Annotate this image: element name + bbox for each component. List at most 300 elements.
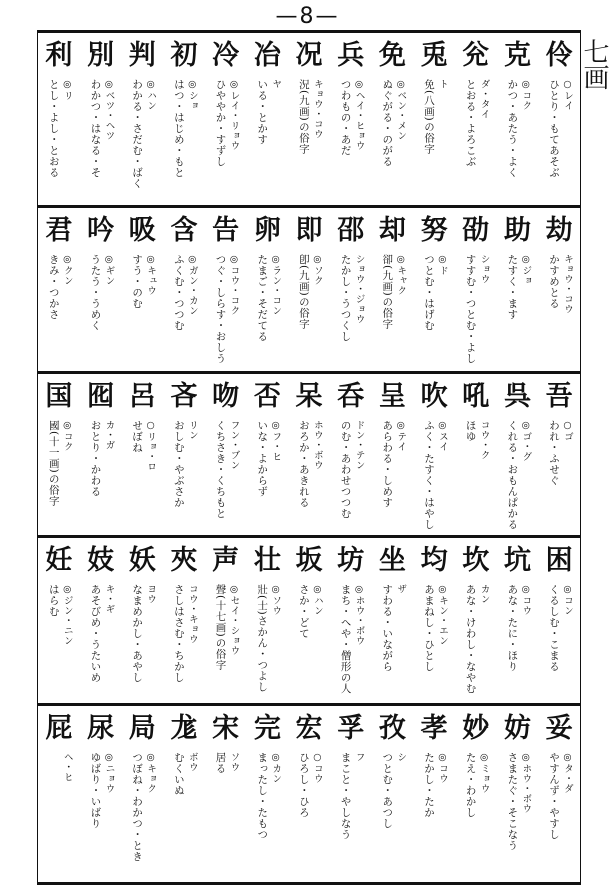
kanji-readings xyxy=(214,79,241,201)
kanji-readings xyxy=(547,420,574,531)
kanji-reading-primary: ショウ xyxy=(478,254,490,284)
kanji-character: 告 xyxy=(212,215,240,246)
kanji-reading-primary: ◎コウ xyxy=(520,584,532,616)
kanji-readings xyxy=(255,752,282,881)
kanji-entry xyxy=(330,706,372,885)
kanji-character: 吻 xyxy=(212,381,240,412)
kanji-reading-primary: ◎ジョ xyxy=(520,254,532,286)
kanji-row xyxy=(38,703,580,885)
kanji-readings xyxy=(130,752,157,881)
kanji-readings xyxy=(464,584,491,699)
kanji-entry xyxy=(121,33,163,205)
kanji-character: 吾 xyxy=(545,381,573,412)
kanji-readings xyxy=(464,420,491,531)
kanji-character: 否 xyxy=(253,381,281,412)
kanji-entry xyxy=(163,706,205,885)
kanji-entry xyxy=(330,208,372,371)
kanji-entry xyxy=(205,33,247,205)
kanji-entry xyxy=(497,33,539,205)
kanji-character: 助 xyxy=(503,215,531,246)
kanji-entry xyxy=(538,374,580,535)
kanji-reading-primary: ◎スイ xyxy=(436,420,448,452)
kanji-entry xyxy=(372,374,414,535)
kanji-character: 坐 xyxy=(378,545,406,576)
kanji-character: 孝 xyxy=(420,713,448,744)
kanji-reading-primary: コウ・ク xyxy=(478,420,490,460)
kanji-readings xyxy=(47,584,74,699)
kanji-character: 劫 xyxy=(545,215,573,246)
kanji-entry xyxy=(80,538,122,703)
kanji-reading-meaning: まち・へや・僧形の人 xyxy=(339,584,352,694)
kanji-character: 呉 xyxy=(503,381,531,412)
kanji-entry xyxy=(38,538,80,703)
kanji-reading-meaning: すう・のむ xyxy=(131,254,144,309)
kanji-readings xyxy=(380,752,407,881)
kanji-entry xyxy=(121,706,163,885)
kanji-reading-primary: ダ・タイ xyxy=(478,79,490,119)
kanji-readings xyxy=(339,752,366,881)
kanji-readings xyxy=(339,420,366,531)
kanji-entry xyxy=(247,706,289,885)
kanji-reading-meaning: つぼね・わかつ・とき xyxy=(131,752,144,862)
kanji-row xyxy=(38,33,580,205)
kanji-entry xyxy=(163,538,205,703)
kanji-entry xyxy=(247,208,289,371)
kanji-entry xyxy=(80,208,122,371)
kanji-readings xyxy=(380,420,407,531)
kanji-character: 妨 xyxy=(503,713,531,744)
kanji-readings xyxy=(88,254,115,367)
kanji-row xyxy=(38,371,580,535)
kanji-character: 夾 xyxy=(170,545,198,576)
kanji-reading-meaning: さしはさむ・ちかし xyxy=(172,584,185,683)
kanji-character: 壮 xyxy=(253,545,281,576)
kanji-character: 妥 xyxy=(545,713,573,744)
kanji-reading-meaning: たえ・わかし xyxy=(464,752,477,818)
kanji-reading-meaning: ほゆ xyxy=(464,420,477,442)
kanji-character: 声 xyxy=(212,545,240,576)
kanji-character: 兵 xyxy=(337,40,365,71)
kanji-character: 呑 xyxy=(337,381,365,412)
kanji-readings xyxy=(47,254,74,367)
kanji-reading-meaning: ふくむ・つつむ xyxy=(172,254,185,331)
kanji-character: 吟 xyxy=(87,215,115,246)
kanji-readings xyxy=(422,254,449,367)
kanji-reading-primary: ◎キャク xyxy=(395,254,407,296)
kanji-readings xyxy=(339,254,366,367)
kanji-reading-meaning: かつ・あたう・よく xyxy=(506,79,519,178)
kanji-reading-meaning: きみ・つかさ xyxy=(47,254,60,320)
kanji-character: 况 xyxy=(295,40,323,71)
kanji-reading-meaning: 卻(九画)の俗字 xyxy=(381,254,394,330)
kanji-character: 即 xyxy=(295,215,323,246)
kanji-entry xyxy=(455,374,497,535)
kanji-reading-primary: ヨウ xyxy=(145,584,157,604)
kanji-reading-primary: ◎キュウ xyxy=(145,254,157,296)
kanji-reading-primary: ◎ド xyxy=(436,254,448,276)
kanji-reading-primary: フン・ブン xyxy=(228,420,240,470)
kanji-reading-meaning: なまめかし・あやし xyxy=(131,584,144,683)
kanji-entry xyxy=(497,374,539,535)
kanji-character: 妓 xyxy=(87,545,115,576)
kanji-character: 初 xyxy=(170,40,198,71)
kanji-reading-primary: コウ・キョウ xyxy=(186,584,198,644)
kanji-reading-meaning: たまご・そだてる xyxy=(256,254,269,342)
kanji-character: 坊 xyxy=(337,545,365,576)
kanji-reading-meaning: はらむ xyxy=(47,584,60,617)
kanji-reading-meaning: あまねし・ひとし xyxy=(422,584,435,672)
kanji-reading-meaning: ぬぐがる・のがる xyxy=(381,79,394,167)
kanji-readings xyxy=(130,420,157,531)
kanji-readings xyxy=(547,584,574,699)
kanji-reading-primary: リン xyxy=(186,420,198,440)
kanji-reading-meaning: つわもの・あだ xyxy=(339,79,352,156)
kanji-reading-meaning: 壯(士)さかん・つよし xyxy=(256,584,269,693)
kanji-character: 却 xyxy=(378,215,406,246)
kanji-entry xyxy=(288,33,330,205)
kanji-readings xyxy=(255,79,282,201)
kanji-readings xyxy=(172,752,199,881)
kanji-reading-meaning: くれる・おもんぱかる xyxy=(506,420,519,530)
kanji-reading-primary: ○コウ xyxy=(311,752,323,784)
kanji-entry xyxy=(247,33,289,205)
kanji-entry xyxy=(413,706,455,885)
kanji-reading-meaning: せぼね xyxy=(131,420,144,453)
kanji-readings xyxy=(380,79,407,201)
kanji-reading-primary: ◎ベツ・ヘツ xyxy=(103,79,115,141)
kanji-readings xyxy=(505,254,532,367)
kanji-entry xyxy=(413,208,455,371)
kanji-readings xyxy=(130,79,157,201)
kanji-character: 尨 xyxy=(170,713,198,744)
kanji-character: 坎 xyxy=(462,545,490,576)
kanji-reading-meaning: わかる・さだむ・ばく xyxy=(131,79,144,189)
kanji-reading-primary: ◎ハン xyxy=(311,584,323,616)
kanji-reading-primary: ◎ヘイ・ヒョウ xyxy=(353,79,365,151)
kanji-entry xyxy=(455,33,497,205)
kanji-reading-primary: ショウ・ジョウ xyxy=(353,254,365,324)
kanji-reading-meaning: われ・ふせぐ xyxy=(548,420,560,486)
kanji-entry xyxy=(288,374,330,535)
page-number: —8— xyxy=(275,4,340,29)
kanji-entry xyxy=(80,706,122,885)
kanji-character: 孚 xyxy=(337,713,365,744)
kanji-entry xyxy=(121,208,163,371)
kanji-reading-primary: ◎カン xyxy=(270,752,282,784)
kanji-character: 吼 xyxy=(462,381,490,412)
kanji-reading-primary: ボウ xyxy=(186,752,198,772)
kanji-entry xyxy=(497,208,539,371)
kanji-reading-primary: ホウ・ボウ xyxy=(311,420,323,470)
kanji-character: 呆 xyxy=(295,381,323,412)
kanji-reading-primary: ト xyxy=(436,79,448,89)
kanji-readings xyxy=(88,420,115,531)
section-label: 七画 xyxy=(579,38,609,90)
kanji-entry xyxy=(163,374,205,535)
kanji-reading-meaning: まったし・たもつ xyxy=(256,752,269,840)
kanji-character: 伶 xyxy=(545,40,573,71)
kanji-readings xyxy=(88,584,115,699)
kanji-reading-meaning: すわる・いながら xyxy=(381,584,394,672)
kanji-reading-primary: ◎ゴ・グ xyxy=(520,420,532,462)
kanji-character: 困 xyxy=(545,545,573,576)
kanji-reading-meaning: あな・けわし・なやむ xyxy=(464,584,477,694)
kanji-entry xyxy=(330,374,372,535)
kanji-reading-primary: ◎タ・ダ xyxy=(562,752,573,794)
kanji-reading-meaning: ひややか・すずし xyxy=(214,79,227,167)
kanji-entry xyxy=(121,538,163,703)
kanji-readings xyxy=(297,79,324,201)
kanji-reading-meaning: うたう・うめく xyxy=(89,254,102,331)
kanji-entry xyxy=(38,208,80,371)
kanji-entry xyxy=(455,706,497,885)
kanji-reading-primary: ◎ギン xyxy=(103,254,115,286)
kanji-entry xyxy=(205,538,247,703)
kanji-reading-primary: ソウ xyxy=(228,752,240,772)
kanji-readings xyxy=(172,584,199,699)
kanji-reading-meaning: さまたぐ・そこなう xyxy=(506,752,519,851)
kanji-character: 宏 xyxy=(295,713,323,744)
kanji-reading-meaning: 卽(九画)の俗字 xyxy=(297,254,310,330)
kanji-character: 尿 xyxy=(87,713,115,744)
kanji-row xyxy=(38,535,580,703)
kanji-entry xyxy=(205,706,247,885)
kanji-character: 囮 xyxy=(87,381,115,412)
kanji-readings xyxy=(47,420,74,531)
kanji-readings xyxy=(130,584,157,699)
kanji-reading-meaning: つぐ・しらす・おしう xyxy=(214,254,227,364)
kanji-reading-meaning: すすむ・つとむ・よし xyxy=(464,254,477,364)
kanji-reading-meaning: つとむ・あつし xyxy=(381,752,394,829)
kanji-reading-meaning: おろか・あきれる xyxy=(297,420,310,508)
kanji-reading-primary: ◎コン xyxy=(562,584,573,616)
kanji-reading-primary: ◎ラン・コン xyxy=(270,254,282,316)
kanji-character: 呈 xyxy=(378,381,406,412)
kanji-readings xyxy=(422,420,449,531)
kanji-reading-primary: ザ xyxy=(395,584,407,594)
kanji-readings xyxy=(422,752,449,881)
kanji-character: 君 xyxy=(45,215,73,246)
kanji-readings xyxy=(214,254,241,367)
kanji-character: 努 xyxy=(420,215,448,246)
kanji-character: 妖 xyxy=(128,545,156,576)
kanji-reading-meaning: たかし・たか xyxy=(422,752,435,818)
kanji-character: 完 xyxy=(253,713,281,744)
kanji-readings xyxy=(380,584,407,699)
kanji-entry xyxy=(247,538,289,703)
kanji-reading-meaning: たかし・うつくし xyxy=(339,254,352,342)
kanji-reading-primary: ◎ニョウ xyxy=(103,752,115,794)
kanji-reading-meaning: むくいぬ xyxy=(172,752,185,796)
kanji-reading-primary: シ xyxy=(395,752,407,762)
kanji-readings xyxy=(255,254,282,367)
kanji-character: 含 xyxy=(170,215,198,246)
kanji-character: 吸 xyxy=(128,215,156,246)
kanji-reading-meaning: 居る xyxy=(214,752,227,774)
kanji-character: 坂 xyxy=(295,545,323,576)
kanji-reading-meaning: やすんず・やすし xyxy=(548,752,560,840)
kanji-character: 局 xyxy=(128,713,156,744)
kanji-reading-primary: キョウ・コウ xyxy=(311,79,323,139)
kanji-readings xyxy=(255,584,282,699)
kanji-reading-primary: ◎テイ xyxy=(395,420,407,452)
kanji-entry xyxy=(38,706,80,885)
kanji-reading-meaning: くちさき・くちもと xyxy=(214,420,227,519)
kanji-readings xyxy=(88,752,115,881)
kanji-reading-primary: ◎キョク xyxy=(145,752,157,794)
kanji-reading-primary: ◎ベン・メン xyxy=(395,79,407,141)
kanji-entry xyxy=(247,374,289,535)
kanji-entry xyxy=(288,538,330,703)
kanji-character: 別 xyxy=(87,40,115,71)
kanji-character: 妙 xyxy=(462,713,490,744)
kanji-entry xyxy=(413,33,455,205)
kanji-entry xyxy=(538,706,580,885)
kanji-readings xyxy=(339,79,366,201)
kanji-entry xyxy=(288,706,330,885)
kanji-reading-meaning: おとり・かわる xyxy=(89,420,102,497)
kanji-entry xyxy=(80,33,122,205)
kanji-reading-primary: キ・ギ xyxy=(103,584,115,614)
kanji-reading-meaning: いな・よからず xyxy=(256,420,269,497)
kanji-entry xyxy=(497,706,539,885)
kanji-reading-primary: ◎ホウ・ボウ xyxy=(353,584,365,646)
kanji-reading-primary: ドン・テン xyxy=(353,420,365,470)
kanji-readings xyxy=(339,584,366,699)
kanji-readings xyxy=(88,79,115,201)
kanji-readings xyxy=(505,584,532,699)
kanji-reading-meaning: まこと・やしなう xyxy=(339,752,352,840)
kanji-entry xyxy=(538,33,580,205)
kanji-readings xyxy=(172,254,199,367)
kanji-readings xyxy=(297,254,324,367)
kanji-character: 冶 xyxy=(253,40,281,71)
kanji-readings xyxy=(464,79,491,201)
kanji-entry xyxy=(538,538,580,703)
kanji-row xyxy=(38,205,580,371)
kanji-entry xyxy=(455,208,497,371)
kanji-reading-meaning: たすく・ます xyxy=(506,254,519,320)
kanji-reading-meaning: ふく・たすく・はやし xyxy=(422,420,435,530)
kanji-readings xyxy=(297,420,324,531)
kanji-reading-primary: ◎ガン・カン xyxy=(186,254,198,316)
kanji-reading-primary: ◎コウ xyxy=(436,752,448,784)
kanji-character: 宋 xyxy=(212,713,240,744)
kanji-reading-meaning: おしむ・やぶさか xyxy=(172,420,185,508)
kanji-entry xyxy=(38,33,80,205)
kanji-reading-primary: フ xyxy=(353,752,365,762)
kanji-readings xyxy=(505,420,532,531)
kanji-reading-meaning: くるしむ・こまる xyxy=(548,584,560,672)
kanji-readings xyxy=(172,420,199,531)
kanji-reading-meaning: 免(八画)の俗字 xyxy=(422,79,435,155)
kanji-entry xyxy=(372,538,414,703)
kanji-readings xyxy=(464,254,491,367)
kanji-reading-primary: ◎ホウ・ボウ xyxy=(520,752,532,814)
kanji-reading-meaning: あらわる・しめす xyxy=(381,420,394,508)
kanji-reading-primary: ◎ソウ xyxy=(270,584,282,616)
kanji-character: 国 xyxy=(45,381,73,412)
kanji-readings xyxy=(214,584,241,699)
kanji-character: 屁 xyxy=(45,713,73,744)
kanji-entry xyxy=(163,208,205,371)
kanji-entry xyxy=(288,208,330,371)
kanji-reading-meaning: とおる・よろこぶ xyxy=(464,79,477,167)
kanji-readings xyxy=(547,752,574,881)
kanji-character: 利 xyxy=(45,40,73,71)
kanji-readings xyxy=(214,752,241,881)
kanji-table xyxy=(37,30,581,885)
kanji-reading-meaning: つとむ・はげむ xyxy=(422,254,435,331)
kanji-entry xyxy=(538,208,580,371)
kanji-reading-meaning: 國(十一画)の俗字 xyxy=(47,420,60,507)
kanji-character: 兎 xyxy=(420,40,448,71)
kanji-character: 吹 xyxy=(420,381,448,412)
kanji-readings xyxy=(505,752,532,881)
kanji-character: 均 xyxy=(420,545,448,576)
kanji-readings xyxy=(547,79,574,201)
kanji-reading-primary: キョウ・コウ xyxy=(562,254,573,314)
kanji-readings xyxy=(47,79,74,201)
kanji-entry xyxy=(330,538,372,703)
kanji-entry xyxy=(413,374,455,535)
kanji-reading-meaning: あな・たに・ほり xyxy=(506,584,519,672)
kanji-entry xyxy=(121,374,163,535)
kanji-reading-meaning: 聲(十七画)の俗字 xyxy=(214,584,227,671)
kanji-reading-primary: カン xyxy=(478,584,490,604)
kanji-reading-primary: ◎コク xyxy=(61,420,73,452)
kanji-reading-primary: ◎ミョウ xyxy=(478,752,490,794)
kanji-character: 邵 xyxy=(337,215,365,246)
kanji-character: 克 xyxy=(503,40,531,71)
kanji-entry xyxy=(80,374,122,535)
kanji-character: 卵 xyxy=(253,215,281,246)
kanji-reading-primary: ◎リ xyxy=(61,79,73,101)
kanji-reading-meaning: あそびめ・うたいめ xyxy=(89,584,102,683)
kanji-character: 兊 xyxy=(462,40,490,71)
kanji-reading-primary: ◎ショ xyxy=(186,79,198,111)
kanji-character: 妊 xyxy=(45,545,73,576)
kanji-entry xyxy=(497,538,539,703)
kanji-readings xyxy=(547,254,574,367)
kanji-character: 坑 xyxy=(503,545,531,576)
kanji-reading-meaning: ひとり・もてあそぶ xyxy=(548,79,560,178)
kanji-readings xyxy=(380,254,407,367)
kanji-entry xyxy=(372,208,414,371)
kanji-readings xyxy=(422,584,449,699)
kanji-entry xyxy=(163,33,205,205)
kanji-reading-primary: ◎キン・エン xyxy=(436,584,448,646)
kanji-reading-primary: ◎クン xyxy=(61,254,73,286)
kanji-readings xyxy=(297,584,324,699)
kanji-reading-primary: ◎コウ・コク xyxy=(228,254,240,316)
kanji-readings xyxy=(297,752,324,881)
kanji-reading-meaning: ひろし・ひろ xyxy=(297,752,310,818)
kanji-entry xyxy=(205,374,247,535)
kanji-reading-primary: ◎ジン・ニン xyxy=(61,584,73,646)
kanji-reading-primary: ◎ソク xyxy=(311,254,323,286)
kanji-reading-meaning: とし・よし・とおる xyxy=(47,79,60,178)
kanji-entry xyxy=(205,208,247,371)
kanji-character: 呂 xyxy=(128,381,156,412)
kanji-character: 劭 xyxy=(462,215,490,246)
kanji-entry xyxy=(330,33,372,205)
kanji-reading-primary: ◎セイ・ショウ xyxy=(228,584,240,656)
kanji-character: 判 xyxy=(128,40,156,71)
kanji-entry xyxy=(372,33,414,205)
kanji-reading-meaning: はつ・はじめ・もと xyxy=(172,79,185,178)
kanji-character: 免 xyxy=(378,40,406,71)
